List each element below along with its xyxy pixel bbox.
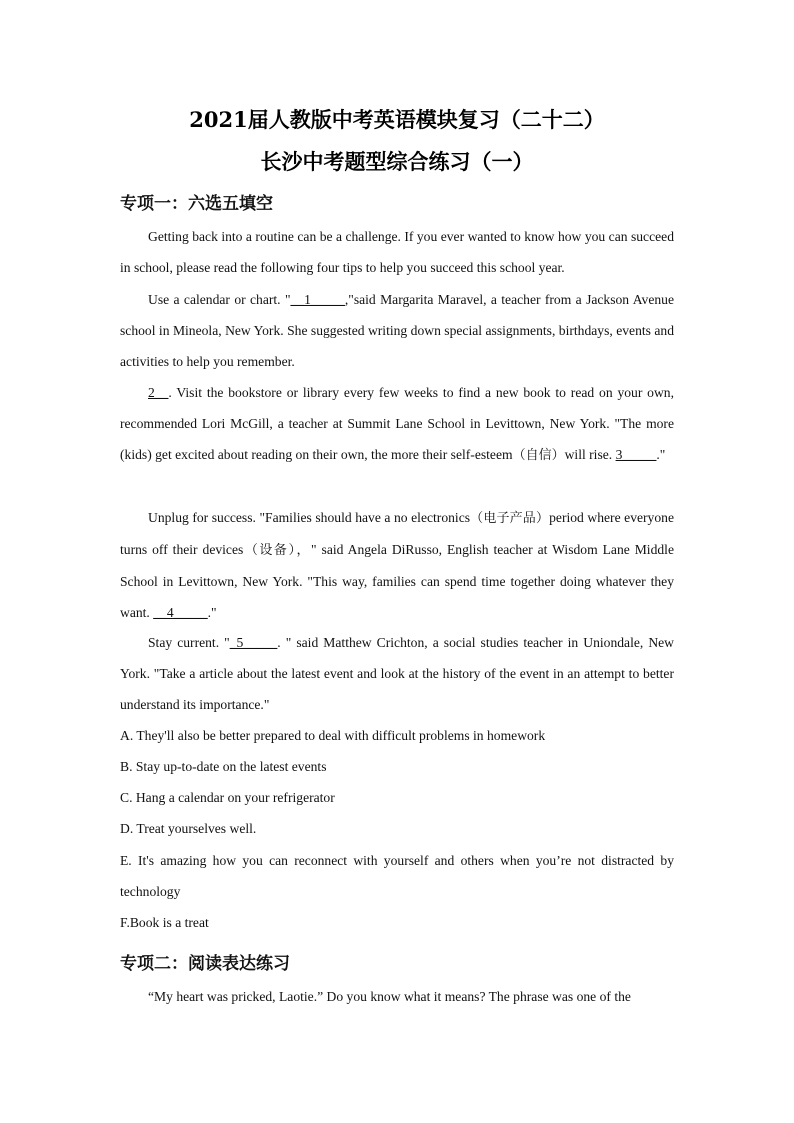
tip3-text-end: ." [207, 605, 217, 621]
tip3-chinese-gloss-2: （设备）， [243, 543, 312, 559]
doc-title-line1: 2021届人教版中考英语模块复习（二十二） [189, 107, 605, 132]
paragraph-tip4 [120, 627, 674, 720]
tip1-text-start: Use a calendar or chart. " [148, 292, 291, 307]
section2-heading: 专项二：阅读表达练习 [120, 954, 290, 974]
tip2-text-mid: will rise. [564, 447, 613, 463]
tip3-text-start: Unplug for success. "Families should have a no electronics [148, 510, 471, 525]
blank-1[interactable]: __1_____ [290, 292, 345, 307]
paragraph-tip1 [120, 284, 674, 377]
option-d: D. Treat yourselves well. [120, 821, 257, 836]
paragraph-reading: “My heart was pricked, Laotie.” Do you know what it means? The phrase was one of the [148, 989, 631, 1004]
tip3-text-mid2: " said Angela DiRusso, English teacher at Wisdom Lane Middle School in Levittown, New York. "This way, families can spend time together doing whatever they want. [120, 542, 674, 621]
blank-3[interactable]: 3_____ [615, 447, 657, 463]
tip2-text-end: ." [656, 447, 666, 463]
option-f: F.Book is a treat [120, 915, 209, 930]
blank-5[interactable]: _5_____ [229, 635, 278, 650]
option-a: A. They'll also be better prepared to deal with difficult problems in homework [120, 728, 546, 743]
tip2-chinese-gloss: （自信） [512, 448, 565, 464]
tip3-chinese-gloss-1: （电子产品） [470, 511, 550, 526]
doc-title-line2: 长沙中考题型综合练习（一） [260, 149, 534, 174]
paragraph-intro: Getting back into a routine can be a challenge. If you ever wanted to know how you can succeed in school, please read the following four tips to help you succeed this school year. [120, 229, 674, 276]
tip3-text-mid: period where everyone turns off their devices [120, 510, 674, 558]
option-c: C. Hang a calendar on your refrigerator [120, 790, 335, 805]
option-e: E. It's amazing how you can reconnect with yourself and others when you’re not distracted by technology [120, 853, 674, 900]
tip1-text-end: ,"said Margarita Maravel, a teacher from a Jackson Avenue school in Mineola, New York. She suggested writing down special assignments, birthdays, events and activities to help you remember. [120, 292, 674, 370]
tip2-text-start: . Visit the bookstore or library every few weeks to find a new book to read on your own, recommended Lori McGill, a teacher at Summit Lane School in Levittown, New York. "The more (kids) get excited about reading on their own, the more their self-esteem [120, 385, 674, 463]
section1-heading: 专项一：六选五填空 [120, 194, 273, 214]
tip4-text-end: . " said Matthew Crichton, a social studies teacher in Uniondale, New York. "Take a article about the latest event and look at the history of the event in an attempt to better understand its importance." [120, 635, 674, 713]
option-b: B. Stay up-to-date on the latest events [120, 759, 327, 774]
tip4-text-start: Stay current. " [148, 635, 230, 650]
blank-2[interactable]: 2__ [148, 385, 169, 400]
blank-4[interactable]: __4_____ [153, 605, 208, 621]
paragraph-tip2 [120, 377, 674, 471]
paragraph-tip3 [120, 502, 674, 628]
